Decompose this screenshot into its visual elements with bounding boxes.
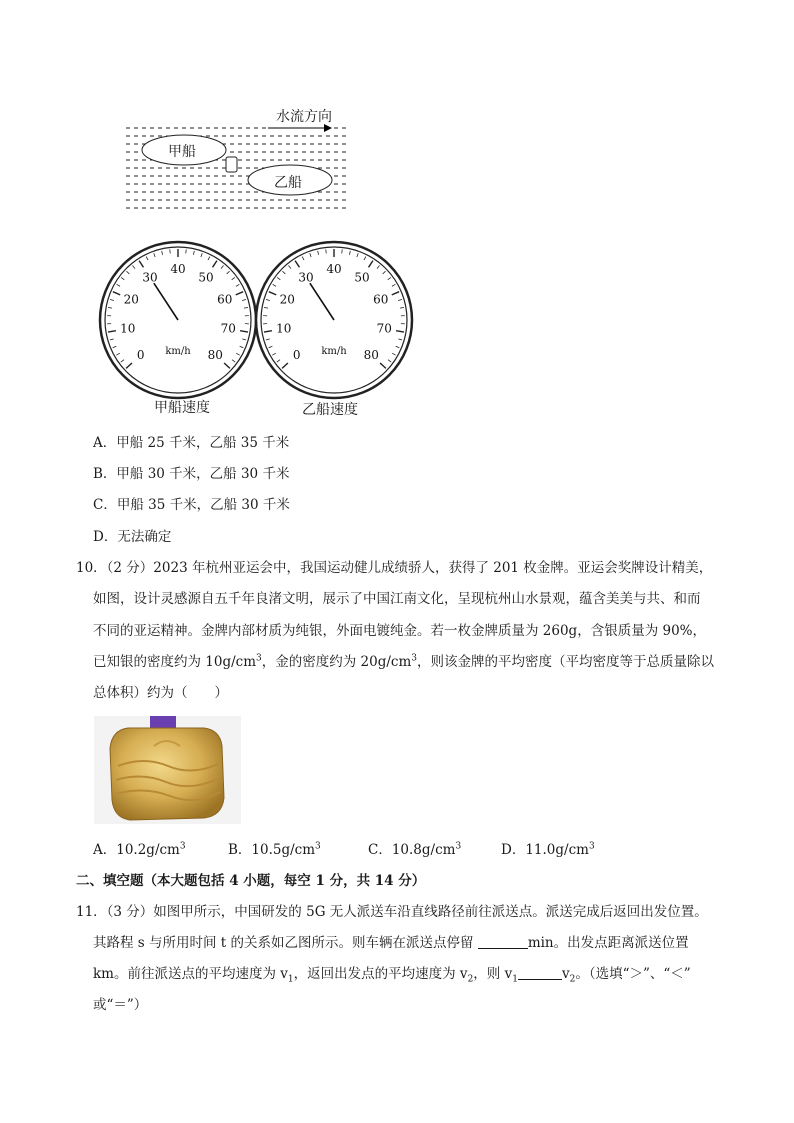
q9-option-a: A．甲船 25 千米，乙船 35 千米 [93, 435, 290, 451]
tick-label: 40 [326, 262, 342, 276]
q10-question-tail: ，则该金牌的平均密度（平均密度等于总质量除以 [417, 654, 715, 670]
unit-label: km/h [321, 346, 347, 357]
q10-option-c [368, 840, 461, 860]
gauge-a-caption: 甲船速度 [154, 400, 210, 416]
gold-medal-image [94, 716, 241, 824]
gauge-b-caption: 乙船速度 [302, 402, 358, 418]
q11-v2-text: ，返回出发点的平均速度为 v [293, 966, 468, 982]
subscript: 1 [512, 974, 518, 985]
option-text: B．10.5g/cm [228, 842, 316, 858]
tick-label: 50 [198, 270, 214, 285]
q11-line-3 [93, 964, 691, 984]
tick-label: 70 [220, 321, 236, 336]
subscript: 2 [467, 974, 474, 985]
q10-option-d [501, 840, 595, 860]
superscript: 3 [179, 841, 186, 852]
q11-choice-text: 。（选填“＞”、“＜” [575, 966, 691, 982]
q11-distance-text: min。出发点距离派送位置 [527, 935, 689, 951]
medal-illustration [94, 716, 241, 824]
q10-line-5: 总体积）约为（ ） [93, 685, 228, 701]
tick-label: 60 [373, 292, 389, 307]
tick-label: 20 [279, 292, 295, 307]
tick-label: 80 [363, 347, 379, 362]
answer-blank-stay-time [478, 934, 528, 949]
tick-label: 80 [207, 347, 223, 362]
subscript: 1 [287, 974, 294, 985]
tick-label: 70 [376, 321, 392, 336]
q10-line-1: 10．（2 分）2023 年杭州亚运会中，我国运动健儿成绩骄人，获得了 201 枚金牌。亚运会奖牌设计精美， [76, 560, 713, 576]
superscript: 3 [315, 841, 321, 852]
subscript: 2 [569, 974, 576, 985]
q11-line-4: 或“＝”） [93, 997, 148, 1013]
q11-line-1: 11．（3 分）如图甲所示，中国研发的 5G 无人派送车沿直线路径前往派送点。派送完成后返回出发位置。 [76, 904, 708, 920]
flow-direction-label: 水流方向 [276, 109, 332, 125]
tick-label: 10 [276, 321, 292, 336]
q10-line-2: 如图，设计灵感源自五千年良渚文明，展示了中国江南文化，呈现杭州山水景观，蕴含美美与共、和而 [93, 591, 701, 607]
q10-line-4 [93, 652, 714, 672]
section-heading-fill-in: 二、填空题（本大题包括 4 小题，每空 1 分，共 14 分） [76, 873, 426, 889]
gauge-boat-a [96, 238, 260, 402]
option-text: D．11.0g/cm [501, 842, 589, 858]
tick-label: 10 [120, 321, 136, 336]
q10-option-b [228, 840, 321, 860]
q11-v1-text: km。前往派送点的平均速度为 v [93, 966, 288, 982]
superscript: 3 [411, 653, 418, 664]
answer-blank-compare [518, 965, 562, 980]
q10-option-a [93, 840, 186, 860]
superscript: 3 [588, 841, 595, 852]
q11-line-2 [93, 933, 689, 953]
q10-gold-density: ，金的密度约为 20g/cm [261, 654, 412, 670]
boat-b-label: 乙船 [274, 175, 302, 191]
medal-ribbon [150, 716, 176, 728]
superscript: 3 [455, 841, 462, 852]
tick-label: 20 [123, 292, 139, 307]
q10-silver-density: 已知银的密度约为 10g/cm [93, 654, 257, 670]
speedometer-a [96, 238, 260, 402]
unit-label: km/h [165, 346, 191, 357]
tick-label: 0 [136, 347, 145, 362]
tick-label: 0 [292, 347, 301, 362]
q11-compare-text: ，则 v [473, 966, 513, 982]
option-text: C．10.8g/cm [368, 842, 456, 858]
q11-stay-time-text: 其路程 s 与所用时间 t 的关系如乙图所示。则车辆在派送点停留 [93, 935, 478, 951]
q9-option-d: D．无法确定 [93, 529, 172, 545]
floating-object [226, 157, 237, 172]
gauge-boat-b [252, 238, 416, 402]
tick-label: 60 [217, 292, 233, 307]
superscript: 3 [256, 653, 262, 664]
option-text: A．10.2g/cm [93, 842, 180, 858]
tick-label: 30 [298, 270, 314, 285]
q9-option-b: B．甲船 30 千米，乙船 30 千米 [93, 466, 290, 482]
speedometer-b [252, 238, 416, 402]
q11-v2-symbol: v [561, 966, 570, 982]
boat-a-label: 甲船 [168, 144, 196, 160]
q10-line-3: 不同的亚运精神。金牌内部材质为纯银，外面电镀纯金。若一枚金牌质量为 260g，含银质量为 90%， [93, 623, 706, 639]
tick-label: 50 [354, 270, 370, 285]
tick-label: 30 [142, 270, 158, 285]
q9-option-c: C．甲船 35 千米，乙船 30 千米 [93, 497, 290, 513]
tick-label: 40 [170, 262, 186, 276]
